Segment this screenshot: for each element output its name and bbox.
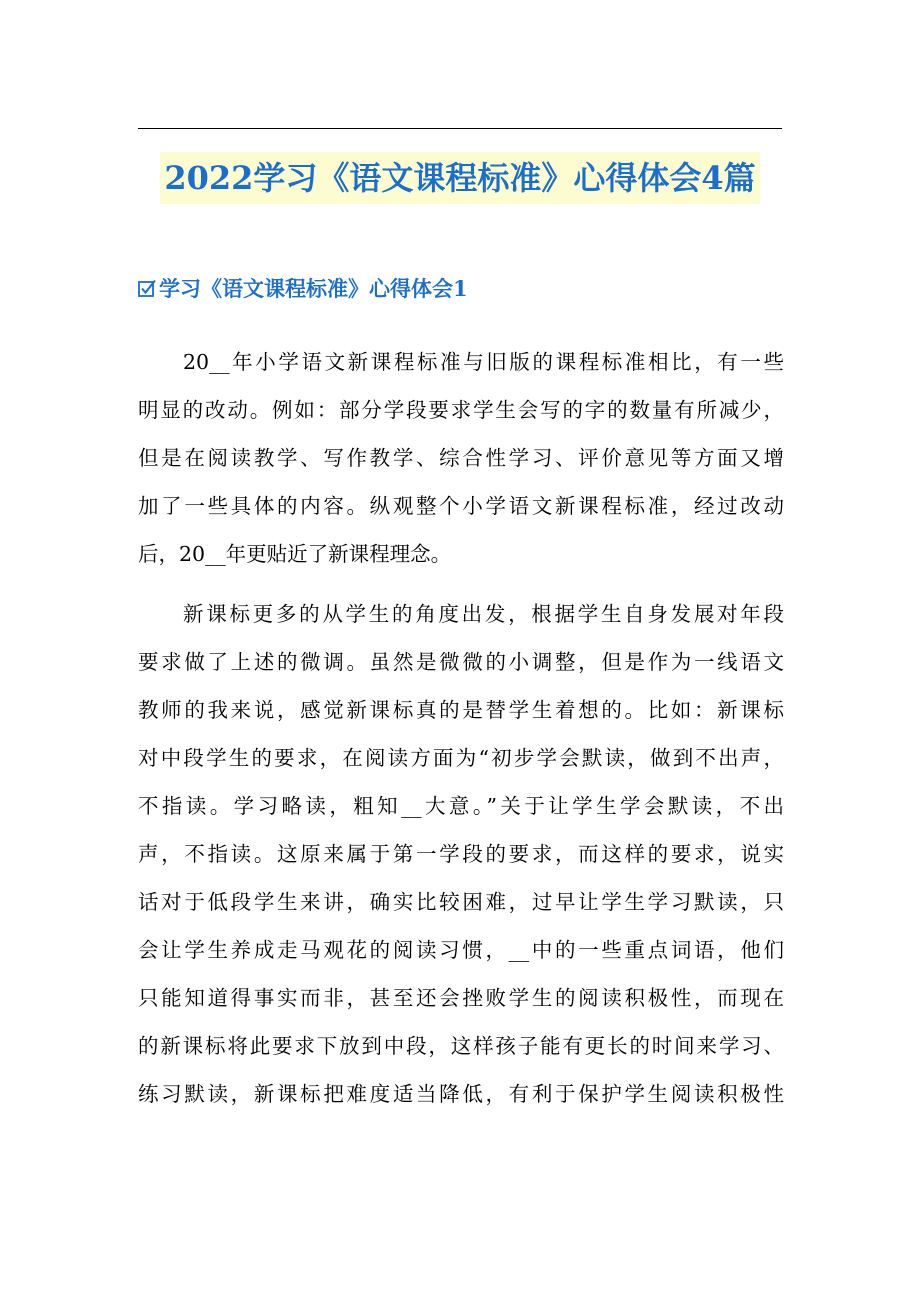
paragraph-line: 明显的改动。例如：部分学段要求学生会写的字的数量有所减少， — [138, 398, 784, 422]
paragraph-line: 要求做了上述的微调。虽然是微微的小调整，但是作为一线语文 — [138, 650, 784, 674]
section-heading-text: 学习《语文课程标准》心得体会1 — [159, 276, 468, 301]
title-container — [138, 152, 782, 204]
paragraph-1 — [138, 338, 784, 578]
paragraph-line: 新课标更多的从学生的角度出发，根据学生自身发展对年段 — [183, 602, 784, 626]
paragraph-line: 的新课标将此要求下放到中段，这样孩子能有更长的时间来学习、 — [138, 1034, 784, 1058]
section-heading — [138, 272, 782, 306]
paragraph-line: 但是在阅读教学、写作教学、综合性学习、评价意见等方面又增 — [138, 446, 784, 470]
header-rule — [138, 128, 782, 129]
paragraph-line: 加了一些具体的内容。纵观整个小学语文新课程标准，经过改动 — [138, 494, 784, 518]
paragraph-line: 不指读。学习略读，粗知__大意。”关于让学生学会默读，不出 — [138, 794, 784, 818]
paragraph-line: 话对于低段学生来讲，确实比较困难，过早让学生学习默读，只 — [138, 890, 784, 914]
document-title: 2022学习《语文课程标准》心得体会4篇 — [160, 152, 759, 204]
paragraph-line: 对中段学生的要求，在阅读方面为“初步学会默读，做到不出声， — [138, 746, 784, 770]
paragraph-line: 声，不指读。这原来属于第一学段的要求，而这样的要求，说实 — [138, 842, 784, 866]
paragraph-line: 只能知道得事实而非，甚至还会挫败学生的阅读积极性，而现在 — [138, 986, 784, 1010]
paragraph-line: 后，20__年更贴近了新课程理念。 — [138, 542, 452, 566]
paragraph-line: 20__年小学语文新课程标准与旧版的课程标准相比，有一些 — [183, 350, 784, 374]
paragraph-2 — [138, 590, 784, 1118]
paragraph-line: 教师的我来说，感觉新课标真的是替学生着想的。比如：新课标 — [138, 698, 784, 722]
checkbox-checked-icon — [138, 274, 157, 293]
paragraph-line: 会让学生养成走马观花的阅读习惯，__中的一些重点词语，他们 — [138, 938, 784, 962]
paragraph-line: 练习默读，新课标把难度适当降低，有利于保护学生阅读积极性 — [138, 1082, 784, 1106]
